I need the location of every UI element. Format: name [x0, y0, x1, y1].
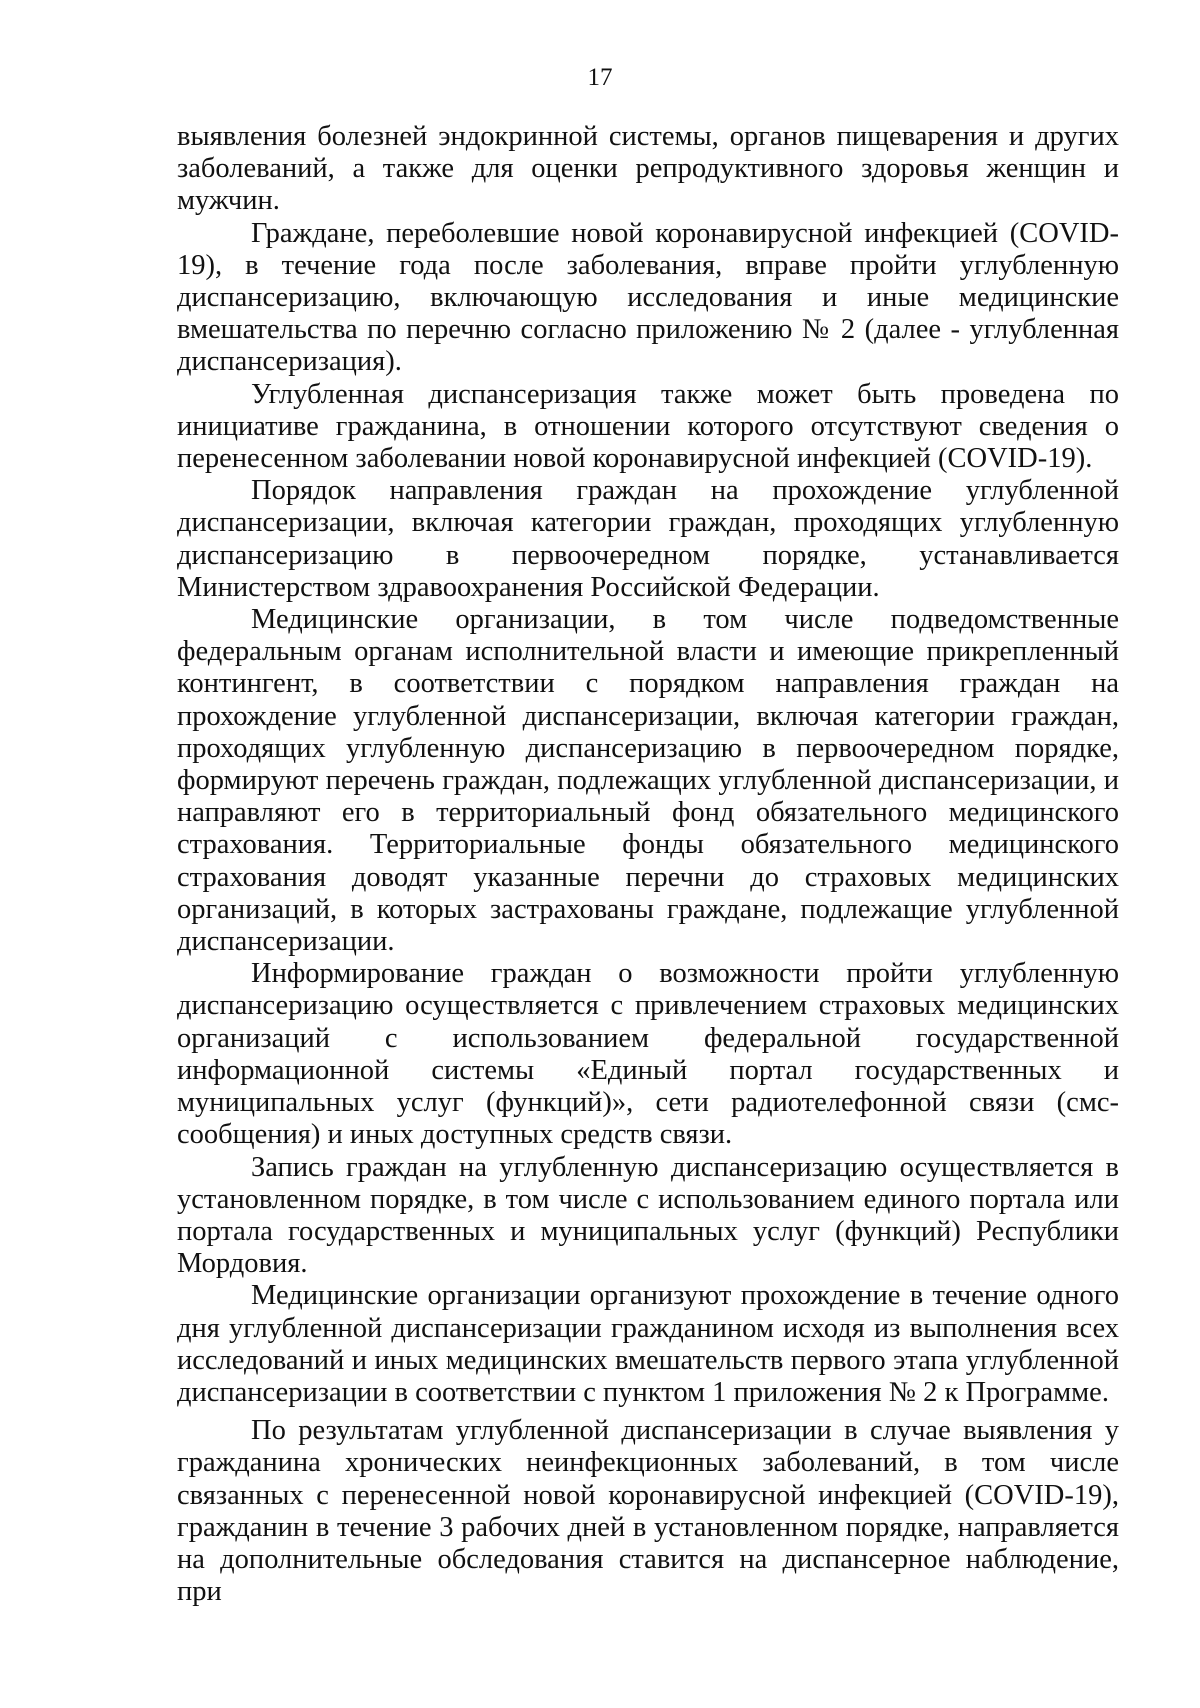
paragraph-continuation: выявления болезней эндокринной системы, органов пищеварения и других заболеваний, а также для оценки репродуктивного здоровья женщин и мужчин.: [177, 121, 1119, 217]
page-number: 17: [587, 64, 613, 91]
paragraph-one-day: Медицинские организации организуют прохождение в течение одного дня углубленной диспансеризации гражданином исходя из выполнения всех исследований и иных медицинских вмешательств первого этапа углубленной диспансеризации в соответствии с пунктом 1 приложения № 2 к Программе.: [177, 1280, 1119, 1408]
paragraph-registration: Запись граждан на углубленную диспансеризацию осуществляется в установленном порядке, в том числе с использованием единого портала или портала государственных и муниципальных услуг (функций) Республики Мордовия.: [177, 1151, 1119, 1280]
paragraph-informing: Информирование граждан о возможности пройти углубленную диспансеризацию осуществляется с привлечением страховых медицинских организаций с использованием федеральной государственной информационной системы «Единый портал государственных и муниципальных услуг (функций)», сети радиотелефонной связи (смс-сообщения) и иных доступных средств связи.: [177, 958, 1119, 1151]
paragraph-procedure: Порядок направления граждан на прохождение углубленной диспансеризации, включая категории граждан, проходящих углубленную диспансеризацию в первоочередном порядке, устанавливается Министерством здравоохранения Российской Федерации.: [177, 475, 1119, 603]
paragraph-covid-recovered: Граждане, переболевшие новой коронавирусной инфекцией (COVID-19), в течение года после заболевания, вправе пройти углубленную диспансеризацию, включающую исследования и иные медицинские вмешательства по перечню согласно приложению № 2 (далее - углубленная диспансеризация).: [177, 217, 1119, 378]
document-body: [177, 121, 1119, 1608]
paragraph-results: По результатам углубленной диспансеризации в случае выявления у гражданина хронических неинфекционных заболеваний, в том числе связанных с перенесенной новой коронавирусной инфекцией (COVID-19), гражданин в течение 3 рабочих дней в установленном порядке, направляется на дополнительные обследования ставится на диспансерное наблюдение, при: [177, 1415, 1119, 1608]
paragraph-medical-organizations: Медицинские организации, в том числе подведомственные федеральным органам исполнительной власти и имеющие прикрепленный контингент, в соответствии с порядком направления граждан на прохождение углубленной диспансеризации, включая категории граждан, проходящих углубленную диспансеризацию в первоочередном порядке, формируют перечень граждан, подлежащих углубленной диспансеризации, и направляют его в территориальный фонд обязательного медицинского страхования. Территориальные фонды обязательного медицинского страхования доводят указанные перечни до страховых медицинских организаций, в которых застрахованы граждане, подлежащие углубленной диспансеризации.: [177, 604, 1119, 958]
paragraph-initiative: Углубленная диспансеризация также может быть проведена по инициативе гражданина, в отношении которого отсутствуют сведения о перенесенном заболевании новой коронавирусной инфекцией (COVID-19).: [177, 378, 1119, 475]
